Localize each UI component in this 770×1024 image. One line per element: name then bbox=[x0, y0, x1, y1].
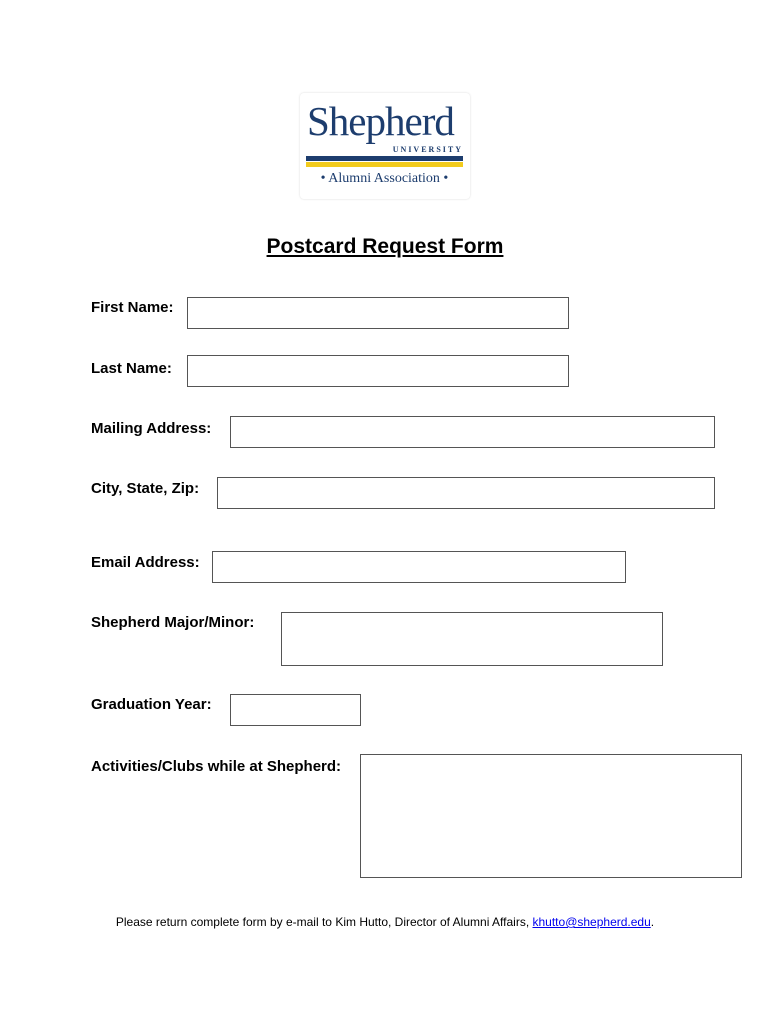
footer-end: . bbox=[650, 915, 655, 929]
last-name-label: Last Name: bbox=[91, 360, 172, 377]
last-name-field[interactable] bbox=[187, 355, 569, 387]
major-minor-label: Shepherd Major/Minor: bbox=[91, 614, 255, 631]
footer-text: Please return complete form by e-mail to Kim Hutto, Director of Alumni Affairs, bbox=[115, 915, 533, 929]
graduation-year-field[interactable] bbox=[230, 694, 361, 726]
mailing-address-field[interactable] bbox=[230, 416, 715, 448]
city-state-zip-label: City, State, Zip: bbox=[91, 480, 200, 497]
logo-navy-stripe bbox=[306, 156, 463, 161]
logo-association-text: • Alumni Association • bbox=[320, 171, 449, 186]
footer-note bbox=[0, 915, 770, 929]
form-title: Postcard Request Form bbox=[266, 235, 504, 258]
major-minor-field[interactable] bbox=[281, 612, 663, 666]
city-state-zip-field[interactable] bbox=[217, 477, 715, 509]
footer-email-link[interactable]: khutto@shepherd.edu bbox=[532, 915, 651, 929]
logo-university-text: UNIVERSITY bbox=[392, 145, 463, 154]
logo-wordmark: Shepherd bbox=[307, 98, 454, 144]
alumni-association-logo bbox=[300, 93, 470, 199]
graduation-year-label: Graduation Year: bbox=[91, 696, 212, 713]
logo-gold-stripe bbox=[306, 162, 463, 167]
mailing-address-label: Mailing Address: bbox=[91, 420, 212, 437]
activities-clubs-field[interactable] bbox=[360, 754, 742, 878]
activities-clubs-label: Activities/Clubs while at Shepherd: bbox=[91, 758, 342, 775]
email-address-label: Email Address: bbox=[91, 554, 200, 571]
email-address-field[interactable] bbox=[212, 551, 626, 583]
first-name-label: First Name: bbox=[91, 299, 174, 316]
first-name-field[interactable] bbox=[187, 297, 569, 329]
